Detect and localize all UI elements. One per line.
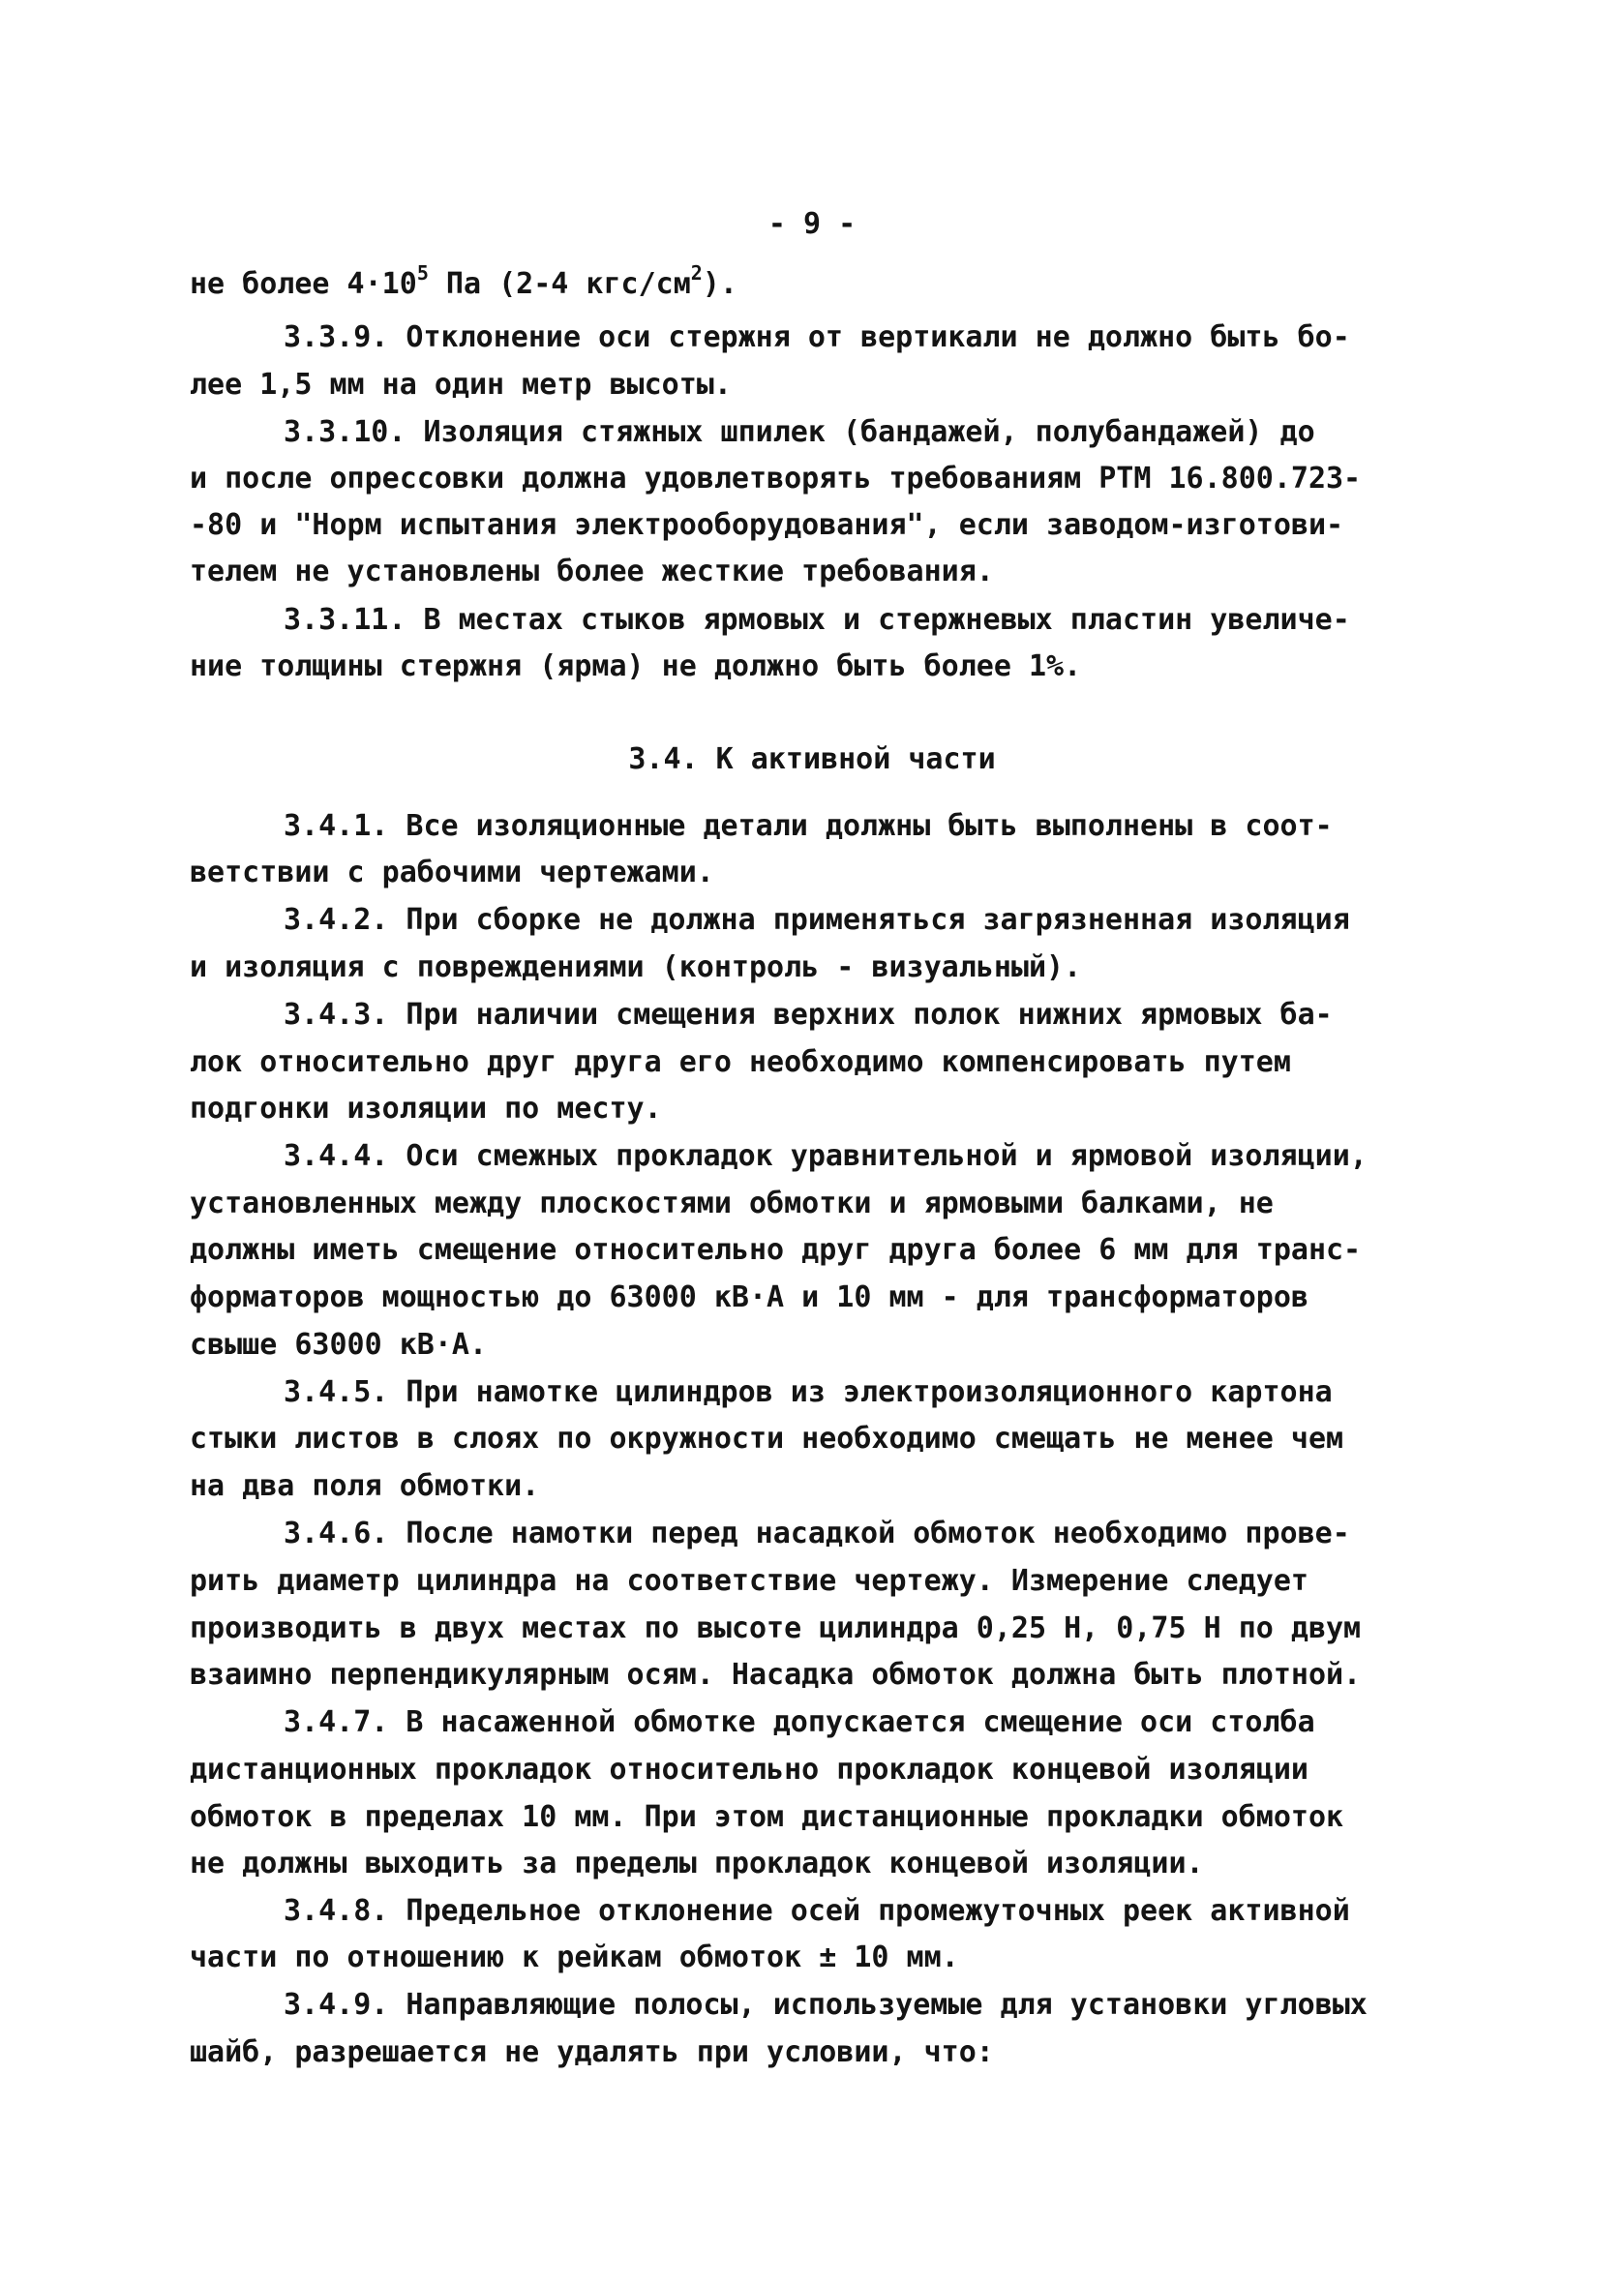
intro-text-post: ). bbox=[702, 267, 737, 301]
text-line: взаимно перпендикулярным осям. Насадка обмоток должна быть плотной. bbox=[190, 1658, 1362, 1692]
text-line: лее 1,5 мм на один метр высоты. bbox=[190, 368, 732, 402]
text-line: ветствии с рабочими чертежами. bbox=[190, 856, 714, 889]
intro-line bbox=[190, 261, 737, 304]
intro-exponent-1: 5 bbox=[416, 261, 429, 285]
text-line: на два поля обмотки. bbox=[190, 1469, 540, 1503]
intro-text-mid: Па (2-4 кгс/см bbox=[428, 267, 691, 301]
text-line: -80 и "Норм испытания электрооборудования", если заводом-изготови- bbox=[190, 508, 1344, 542]
text-line: и изоляция с повреждениями (контроль - визуальный). bbox=[190, 950, 1082, 984]
text-line: части по отношению к рейкам обмоток ± 10 мм. bbox=[190, 1940, 959, 1974]
text-line: должны иметь смещение относительно друг друга более 6 мм для транс- bbox=[190, 1233, 1362, 1267]
intro-text-pre: не более 4·10 bbox=[190, 267, 417, 301]
text-line: 3.4.4. Оси смежных прокладок уравнительной и ярмовой изоляции, bbox=[284, 1139, 1368, 1173]
intro-exponent-2: 2 bbox=[690, 261, 703, 285]
text-line: свыше 63000 кВ·А. bbox=[190, 1328, 488, 1362]
section-heading: 3.4. К активной части bbox=[628, 742, 996, 776]
text-line: установленных между плоскостями обмотки и ярмовыми балками, не bbox=[190, 1187, 1274, 1220]
text-line: 3.4.9. Направляющие полосы, используемые для установки угловых bbox=[284, 1988, 1368, 2022]
text-line: 3.4.3. При наличии смещения верхних полок нижних ярмовых ба- bbox=[284, 998, 1333, 1032]
text-line: 3.4.6. После намотки перед насадкой обмоток необходимо прове- bbox=[284, 1517, 1350, 1550]
text-line: 3.3.11. В местах стыков ярмовых и стержневых пластин увеличе- bbox=[284, 603, 1350, 637]
text-line: обмоток в пределах 10 мм. При этом дистанционные прокладки обмоток bbox=[190, 1800, 1344, 1834]
text-line: и после опрессовки должна удовлетворять требованиям РТМ 16.800.723- bbox=[190, 462, 1362, 496]
text-line: 3.4.7. В насаженной обмотке допускается смещение оси столба bbox=[284, 1705, 1315, 1739]
text-line: 3.4.1. Все изоляционные детали должны быть выполнены в соот- bbox=[284, 809, 1333, 843]
text-line: 3.4.5. При намотке цилиндров из электроизоляционного картона bbox=[284, 1375, 1333, 1409]
text-line: ние толщины стержня (ярма) не должно быть более 1%. bbox=[190, 649, 1082, 683]
text-line: форматоров мощностью до 63000 кВ·А и 10 мм - для трансформаторов bbox=[190, 1280, 1308, 1314]
text-line: телем не установлены более жесткие требования. bbox=[190, 555, 994, 588]
text-line: шайб, разрешается не удалять при условии, что: bbox=[190, 2035, 994, 2069]
text-line: лок относительно друг друга его необходимо компенсировать путем bbox=[190, 1045, 1291, 1079]
text-line: 3.3.9. Отклонение оси стержня от вертикали не должно быть бо- bbox=[284, 320, 1350, 354]
text-line: 3.3.10. Изоляция стяжных шпилек (бандажей, полубандажей) до bbox=[284, 415, 1315, 449]
text-line: стыки листов в слоях по окружности необходимо смещать не менее чем bbox=[190, 1422, 1344, 1456]
text-line: подгонки изоляции по месту. bbox=[190, 1092, 662, 1126]
text-line: дистанционных прокладок относительно прокладок концевой изоляции bbox=[190, 1753, 1308, 1787]
page-number: - 9 - bbox=[767, 207, 857, 241]
text-line: производить в двух местах по высоте цилиндра 0,25 Н, 0,75 Н по двум bbox=[190, 1611, 1362, 1645]
text-line: не должны выходить за пределы прокладок концевой изоляции. bbox=[190, 1847, 1204, 1880]
text-line: 3.4.2. При сборке не должна применяться загрязненная изоляция bbox=[284, 903, 1350, 937]
text-line: 3.4.8. Предельное отклонение осей промежуточных реек активной bbox=[284, 1894, 1350, 1928]
text-line: рить диаметр цилиндра на соответствие чертежу. Измерение следует bbox=[190, 1564, 1308, 1598]
